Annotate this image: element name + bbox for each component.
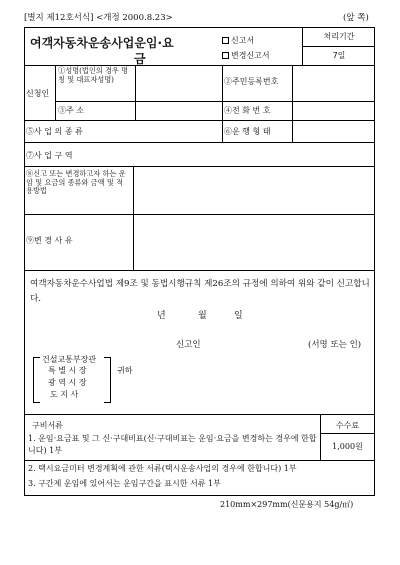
phone-label: ④전 화 번 호 bbox=[224, 106, 271, 115]
date-month: 월 bbox=[198, 311, 207, 321]
required-documents-title: 구비서류 bbox=[32, 421, 63, 430]
processing-period-label: 처리기간 bbox=[323, 32, 355, 41]
form-title-continued: 금 bbox=[134, 52, 146, 66]
recipient-governor: 도 지 사 bbox=[50, 390, 79, 399]
recipient-special-city-mayor: 특 별 시 장 bbox=[48, 366, 87, 375]
recipient-metro-city-mayor: 광 역 시 장 bbox=[48, 378, 87, 387]
report-checkbox[interactable] bbox=[222, 37, 229, 44]
option-report[interactable] bbox=[222, 35, 254, 46]
fee-value: 1,000원 bbox=[332, 442, 363, 451]
business-type-label: ⑤사 업 의 종 류 bbox=[26, 127, 83, 136]
change-content-label: ⑧신고 또는 변경하고자 하는 운임 및 요금의 종류와 금액 및 적용방법 bbox=[26, 169, 126, 195]
recipient-minister: 건설교통부장관 bbox=[42, 355, 97, 364]
document-item-3: 3. 구간제 운임에 있어서는 운임구간을 표시한 서류 1부 bbox=[28, 479, 221, 488]
date-day: 일 bbox=[234, 311, 243, 321]
fee-label: 수수료 bbox=[335, 421, 360, 430]
signer-label: 신고인 bbox=[176, 340, 201, 350]
name-label: ①성명(법인의 경우 명칭 및 대표자성명) bbox=[58, 66, 129, 84]
applicant-section-label: 신청인 bbox=[26, 89, 50, 98]
signature-note: (서명 또는 인) bbox=[308, 340, 362, 350]
option-change-report[interactable] bbox=[222, 50, 270, 61]
processing-period-value: 7일 bbox=[332, 51, 346, 60]
recipient-suffix: 귀하 bbox=[117, 366, 133, 375]
address-label: ③주 소 bbox=[58, 106, 84, 115]
option-report-label: 신고서 bbox=[231, 36, 255, 45]
page-side-note: (앞 쪽) bbox=[343, 13, 369, 23]
resident-number-label: ②주민등록번호 bbox=[224, 77, 279, 86]
option-change-report-label: 변경신고서 bbox=[231, 51, 270, 60]
form-title-line1: 여객자동차운송사업운임·요 bbox=[30, 36, 174, 50]
date-year: 년 bbox=[157, 311, 166, 321]
operation-type-label: ⑥운 행 형 태 bbox=[224, 127, 271, 136]
business-area-label: ⑦사 업 구 역 bbox=[26, 151, 73, 160]
form-title bbox=[30, 34, 174, 51]
paper-spec-footer: 210mm×297mm(신문용지 54g/㎡) bbox=[220, 500, 354, 509]
document-item-2: 2. 택시요금미터 변경계획에 관한 서류(택시운송사업의 경우에 한합니다) 1부 bbox=[28, 464, 297, 473]
change-report-checkbox[interactable] bbox=[222, 52, 229, 59]
form-id-label: [별지 제12호서식] <개정 2000.8.23> bbox=[24, 13, 173, 23]
declaration-text: 여객자동차운수사업법 제9조 및 동법시행규칙 제26조의 규정에 의하여 위와 같이 신고합니다. bbox=[30, 279, 370, 304]
change-reason-label: ⑨변 경 사 유 bbox=[26, 236, 73, 245]
document-item-1: 1. 운임·요금표 및 그 신·구대비표(신·구대비표는 운임·요금을 변경하는 경우에 한합니다) 1부 bbox=[28, 434, 317, 455]
